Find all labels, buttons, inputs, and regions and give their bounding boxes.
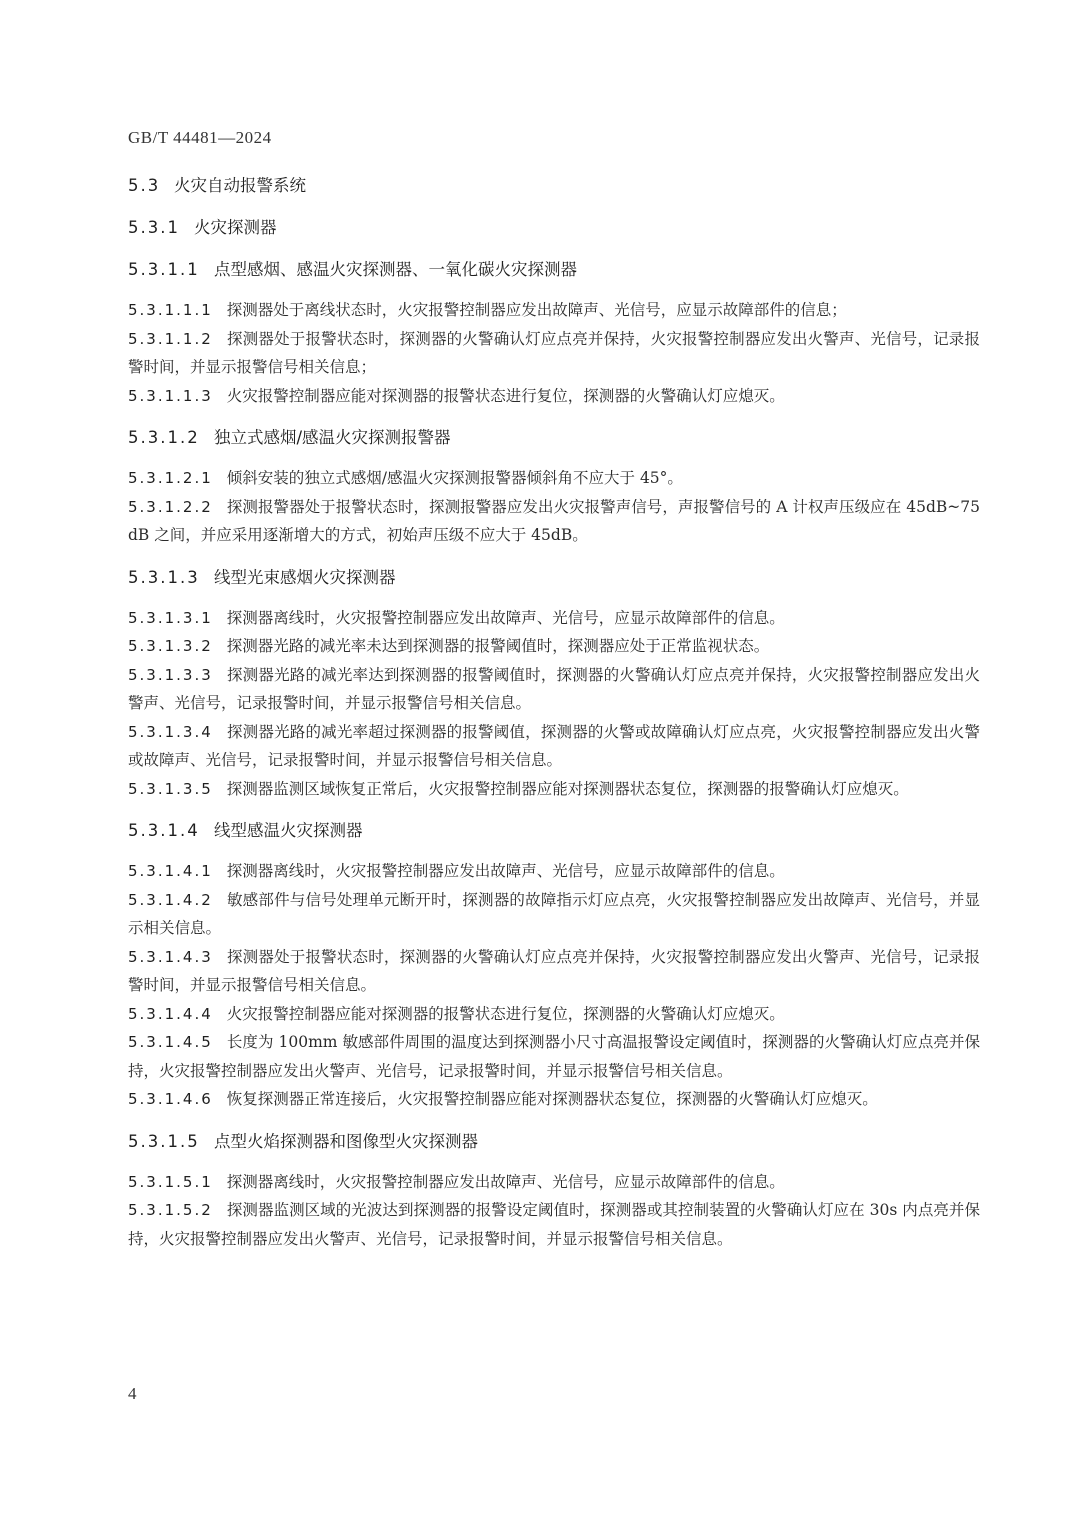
clause-5-3-1-4-3 bbox=[128, 943, 980, 1000]
clause-text: 探测器离线时，火灾报警控制器应发出故障声、光信号，应显示故障部件的信息。 bbox=[226, 608, 785, 627]
clause-number: 5.3.1.3.5 bbox=[128, 779, 213, 798]
clause-text: 探测器光路的减光率超过探测器的报警阈值，探测器的火警或故障确认灯应点亮，火灾报警控制器应发出火警或故障声、光信号，记录报警时间，并显示报警信号相关信息。 bbox=[128, 722, 980, 769]
section-heading-5-3-1-2 bbox=[128, 424, 980, 452]
clause-text: 探测报警器处于报警状态时，探测报警器应发出火灾报警声信号，声报警信号的 A 计权声压级应在 45dB~75dB 之间，并应采用逐渐增大的方式，初始声压级不应大于 45dB。 bbox=[128, 497, 980, 544]
clause-number: 5.3.1.1.3 bbox=[128, 386, 213, 405]
clause-5-3-1-5-2 bbox=[128, 1196, 980, 1253]
clause-text: 敏感部件与信号处理单元断开时，探测器的故障指示灯应点亮，火灾报警控制器应发出故障声、光信号，并显示相关信息。 bbox=[128, 890, 980, 937]
clause-number: 5.3.1.2.1 bbox=[128, 469, 213, 487]
section-number: 5.3.1 bbox=[128, 218, 180, 237]
section-title: 火灾探测器 bbox=[194, 218, 277, 237]
clause-text: 探测器处于报警状态时，探测器的火警确认灯应点亮并保持，火灾报警控制器应发出火警声、光信号，记录报警时间，并显示报警信号相关信息。 bbox=[128, 947, 980, 994]
clause-5-3-1-2-2 bbox=[128, 493, 980, 550]
clause-5-3-1-4-2 bbox=[128, 886, 980, 943]
section-heading-5-3-1-3 bbox=[128, 564, 980, 592]
clause-text: 探测器监测区域的光波达到探测器的报警设定阈值时，探测器或其控制装置的火警确认灯应在 30s 内点亮并保持，火灾报警控制器应发出火警声、光信号，记录报警时间，并显示报警信号相关信息。 bbox=[128, 1201, 980, 1248]
clause-text: 倾斜安装的独立式感烟/感温火灾探测报警器倾斜角不应大于 45°。 bbox=[226, 469, 683, 487]
section-number: 5.3.1.2 bbox=[128, 428, 200, 447]
clause-text: 探测器光路的减光率达到探测器的报警阈值时，探测器的火警确认灯应点亮并保持，火灾报警控制器应发出火警声、光信号，记录报警时间，并显示报警信号相关信息。 bbox=[128, 665, 980, 712]
section-title: 独立式感烟/感温火灾探测报警器 bbox=[214, 428, 451, 447]
clause-number: 5.3.1.5.1 bbox=[128, 1172, 213, 1191]
clause-text: 探测器处于报警状态时，探测器的火警确认灯应点亮并保持，火灾报警控制器应发出火警声、光信号，记录报警时间，并显示报警信号相关信息； bbox=[128, 329, 980, 376]
page-content bbox=[128, 172, 980, 1253]
clause-text: 长度为 100mm 敏感部件周围的温度达到探测器小尺寸高温报警设定阈值时，探测器的火警确认灯应点亮并保持，火灾报警控制器应发出火警声、光信号，记录报警时间，并显示报警信号相关信息。 bbox=[128, 1033, 980, 1080]
clause-number: 5.3.1.3.1 bbox=[128, 608, 213, 627]
clause-text: 恢复探测器正常连接后，火灾报警控制器应能对探测器状态复位，探测器的火警确认灯应熄灭。 bbox=[226, 1090, 878, 1108]
section-title: 火灾自动报警系统 bbox=[174, 176, 306, 195]
clause-5-3-1-2-1 bbox=[128, 464, 980, 493]
clause-5-3-1-3-5 bbox=[128, 775, 980, 804]
section-heading-5-3-1-5 bbox=[128, 1128, 980, 1156]
clause-number: 5.3.1.4.4 bbox=[128, 1004, 213, 1023]
clause-text: 火灾报警控制器应能对探测器的报警状态进行复位，探测器的火警确认灯应熄灭。 bbox=[226, 1004, 785, 1023]
clause-5-3-1-1-3 bbox=[128, 382, 980, 411]
section-heading-5-3-1-4 bbox=[128, 817, 980, 845]
clause-text: 探测器离线时，火灾报警控制器应发出故障声、光信号，应显示故障部件的信息。 bbox=[226, 862, 785, 880]
clause-5-3-1-3-2 bbox=[128, 632, 980, 661]
section-number: 5.3 bbox=[128, 176, 161, 195]
clause-5-3-1-3-1 bbox=[128, 604, 980, 633]
clause-5-3-1-3-3 bbox=[128, 661, 980, 718]
page-number: 4 bbox=[128, 1384, 137, 1403]
clause-5-3-1-4-6 bbox=[128, 1085, 980, 1114]
section-heading-5-3-1-1 bbox=[128, 256, 980, 284]
clause-number: 5.3.1.1.2 bbox=[128, 329, 213, 348]
clause-number: 5.3.1.3.4 bbox=[128, 722, 213, 741]
section-number: 5.3.1.5 bbox=[128, 1131, 200, 1151]
section-title: 线型感温火灾探测器 bbox=[214, 821, 363, 840]
clause-5-3-1-4-1 bbox=[128, 857, 980, 886]
clause-text: 探测器离线时，火灾报警控制器应发出故障声、光信号，应显示故障部件的信息。 bbox=[226, 1172, 785, 1191]
section-title: 线型光束感烟火灾探测器 bbox=[214, 567, 396, 587]
clause-number: 5.3.1.4.3 bbox=[128, 947, 213, 966]
clause-5-3-1-4-4 bbox=[128, 1000, 980, 1029]
section-heading-5-3 bbox=[128, 172, 980, 200]
clause-text: 探测器光路的减光率未达到探测器的报警阈值时，探测器应处于正常监视状态。 bbox=[226, 637, 770, 655]
clause-number: 5.3.1.3.2 bbox=[128, 637, 213, 655]
section-title: 点型火焰探测器和图像型火灾探测器 bbox=[214, 1131, 478, 1151]
clause-5-3-1-1-1 bbox=[128, 296, 980, 325]
section-heading-5-3-1 bbox=[128, 214, 980, 242]
clause-text: 火灾报警控制器应能对探测器的报警状态进行复位，探测器的火警确认灯应熄灭。 bbox=[226, 386, 785, 405]
clause-number: 5.3.1.4.6 bbox=[128, 1090, 213, 1108]
clause-number: 5.3.1.4.2 bbox=[128, 890, 213, 909]
clause-text: 探测器处于离线状态时，火灾报警控制器应发出故障声、光信号，应显示故障部件的信息； bbox=[226, 301, 847, 319]
clause-number: 5.3.1.2.2 bbox=[128, 497, 213, 516]
section-number: 5.3.1.3 bbox=[128, 567, 200, 587]
clause-number: 5.3.1.5.2 bbox=[128, 1201, 213, 1219]
clause-5-3-1-3-4 bbox=[128, 718, 980, 775]
clause-number: 5.3.1.1.1 bbox=[128, 301, 213, 319]
clause-5-3-1-4-5 bbox=[128, 1028, 980, 1085]
clause-5-3-1-5-1 bbox=[128, 1168, 980, 1197]
clause-text: 探测器监测区域恢复正常后，火灾报警控制器应能对探测器状态复位，探测器的报警确认灯应熄灭。 bbox=[226, 779, 909, 798]
section-number: 5.3.1.4 bbox=[128, 821, 200, 840]
clause-number: 5.3.1.3.3 bbox=[128, 665, 213, 684]
clause-number: 5.3.1.4.1 bbox=[128, 862, 213, 880]
standard-code: GB/T 44481—2024 bbox=[128, 128, 272, 147]
clause-number: 5.3.1.4.5 bbox=[128, 1033, 213, 1051]
clause-5-3-1-1-2 bbox=[128, 325, 980, 382]
section-title: 点型感烟、感温火灾探测器、一氧化碳火灾探测器 bbox=[214, 260, 577, 279]
section-number: 5.3.1.1 bbox=[128, 260, 200, 279]
